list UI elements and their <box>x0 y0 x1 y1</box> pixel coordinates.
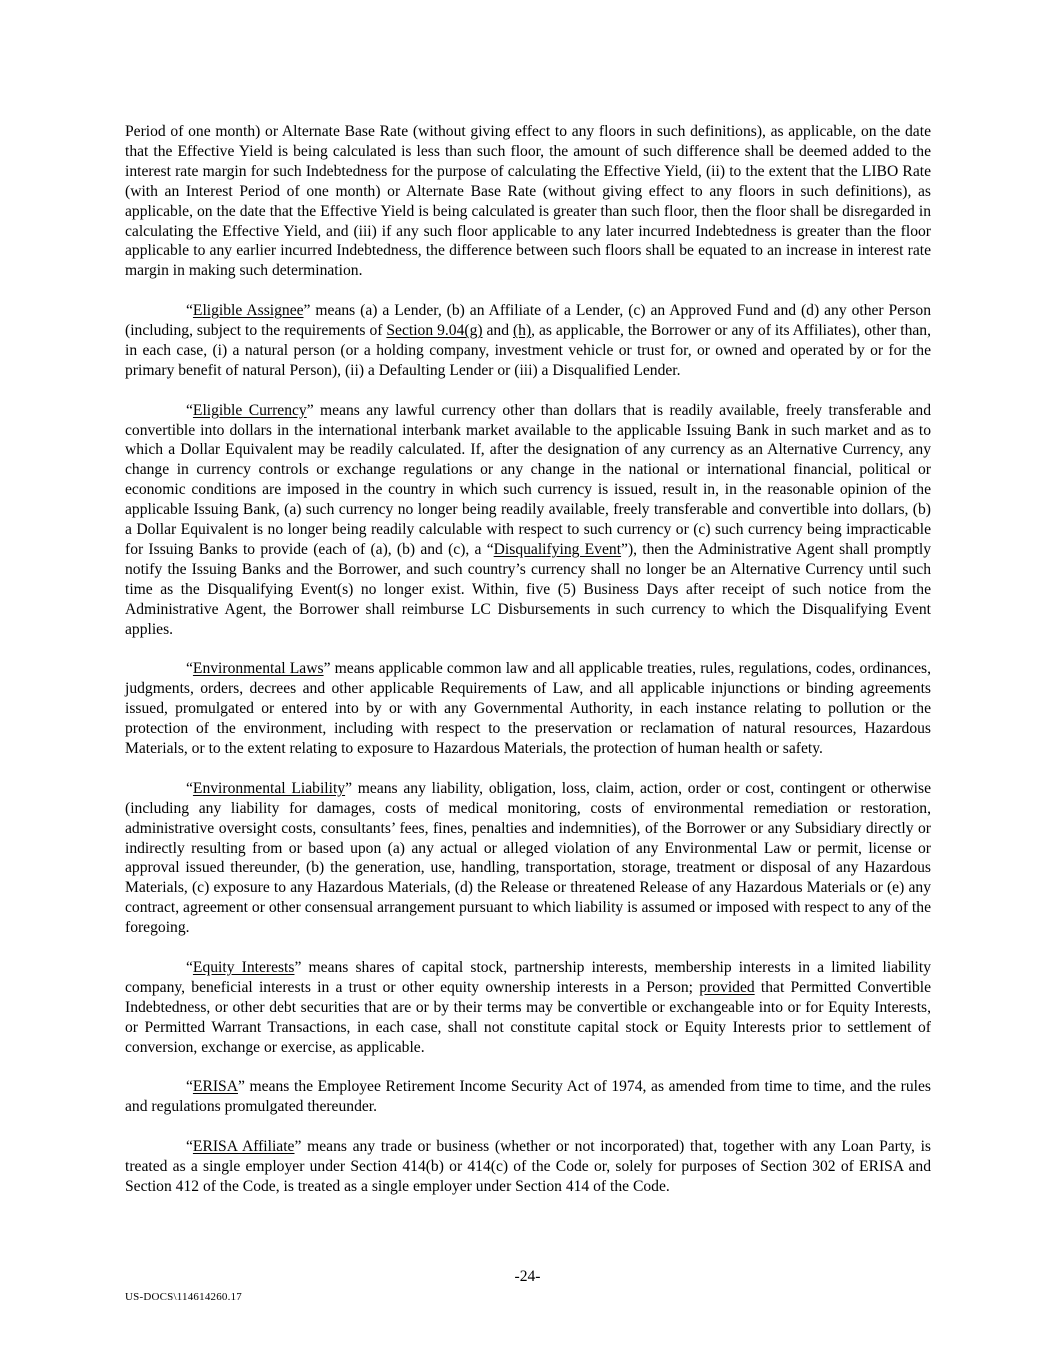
section-reference: (h) <box>512 322 532 340</box>
document-id: US-DOCS\114614260.17 <box>125 1291 242 1303</box>
definition-text: ” means any lawful currency other than dollars that is readily available, freely transferable and convertible into dollars in the international interbank market available to the applicable Issuing Bank in such market and as to which a Dollar Equivalent may be readily calculated. If, after the designation of any currency as an Alternative Currency, any change in currency controls or exchange regulations or any change in the national or international financial, political or economic conditions are imposed in the country in which such currency is issued, result in, in the reasonable opinion of the applicable Issuing Bank, (a) such currency no longer being readily available, freely transferable and convertible into dollars, (b) a Dollar Equivalent is no longer being readily calculable with respect to such currency or (c) such currency being impracticable for Issuing Banks to provide (each of (a), (b) and (c), a “ <box>125 401 931 558</box>
defined-term: Equity Interests <box>192 958 295 976</box>
defined-term: ERISA Affiliate <box>192 1138 295 1156</box>
open-quote: “ <box>186 660 193 678</box>
definition-text: and <box>482 322 513 340</box>
definition-eligible-currency <box>125 401 931 640</box>
definition-text: ” means applicable common law and all applicable treaties, rules, regulations, codes, ordinances, judgments, orders, decrees and other applicable Requirements of Law, and all applicable injunctions or binding agreements issued, promulgated or entered into by or with any Governmental Authority, in each instance relating to pollution or the protection of the environment, including with respect to the preservation or reclamation of natural resources, Hazardous Materials, or to the extent relating to exposure to Hazardous Materials, the protection of human health or safety. <box>125 660 931 758</box>
definition-text: ” means the Employee Retirement Income Security Act of 1974, as amended from time to time, and the rules and regulations promulgated thereunder. <box>125 1078 931 1116</box>
definition-environmental-liability <box>125 779 931 938</box>
open-quote: “ <box>186 779 193 797</box>
definition-environmental-laws <box>125 659 931 759</box>
definition-text: , as applicable, the Borrower or any of its Affiliates), other than, in each case, (i) a natural person (or a holding company, investment vehicle or trust for, or owned and operated by or for the primary benefit of natural Person), (ii) a Defaulting Lender or (iii) a Disqualified Lender. <box>125 322 931 379</box>
definition-text: that Permitted Convertible Indebtedness, or other debt securities that are or by their terms may be convertible or exchangeable into or for Equity Interests, or Permitted Warrant Transactions, in each case, shall not constitute capital stock or Equity Interests prior to settlement of conversion, exchange or exercise, as applicable. <box>125 978 931 1056</box>
definition-eligible-assignee <box>125 301 931 381</box>
document-body <box>125 122 931 1217</box>
page-number: -24- <box>514 1268 541 1285</box>
open-quote: “ <box>186 958 193 976</box>
open-quote: “ <box>186 401 193 419</box>
proviso-term: provided <box>699 978 755 996</box>
definition-erisa-affiliate <box>125 1137 931 1197</box>
definition-text: ” means any trade or business (whether or not incorporated) that, together with any Loan Party, is treated as a single employer under Section 414(b) or 414(c) of the Code or, solely for purposes of Section 302 of ERISA and Section 412 of the Code, is treated as a single employer under Section 414 of the Code. <box>125 1138 931 1195</box>
defined-term: Environmental Liability <box>192 779 346 797</box>
continuation-paragraph: Period of one month) or Alternate Base Rate (without giving effect to any floors in such definitions), as applicable, on the date that the Effective Yield is being calculated is less than such floor, the amount of such difference shall be deemed added to the interest rate margin for such Indebtedness for the purpose of calculating the Effective Yield, (ii) to the extent that the LIBO Rate (with an Interest Period of one month) or Alternate Base Rate (without giving effect to any floors in such definitions), as applicable, on the date that the Effective Yield is being calculated is greater than such floor, then the floor shall be disregarded in calculating the Effective Yield, and (iii) if any such floor applicable to any later incurred Indebtedness is greater than the floor applicable to any earlier incurred Indebtedness, the difference between such floors shall be equated to an increase in interest rate margin in making such determination. <box>125 123 931 280</box>
defined-term: Disqualifying Event <box>493 541 622 558</box>
definition-text: ”), then the Administrative Agent shall promptly notify the Issuing Banks and the Borrower, and such country’s currency shall no longer be an Alternative Currency until such time as the Disqualifying Event(s) no longer exist. Within, five (5) Business Days after receipt of such notice from the Administrative Agent, the Borrower shall reimburse LC Disbursements in such currency to which the Disqualifying Event applies. <box>125 541 932 638</box>
definition-equity-interests <box>125 958 931 1058</box>
open-quote: “ <box>186 1138 193 1156</box>
definition-text: ” means shares of capital stock, partnership interests, membership interests in a limited liability company, beneficial interests in a trust or other equity ownership interests in a Person; <box>125 958 932 996</box>
defined-term: Eligible Currency <box>192 401 307 419</box>
definition-erisa <box>125 1077 931 1117</box>
open-quote: “ <box>186 302 193 320</box>
defined-term: Eligible Assignee <box>192 302 304 320</box>
definition-text: ” means any liability, obligation, loss, claim, action, order or cost, contingent or otherwise (including any liability for damages, costs of medical monitoring, costs of environmental remediation or restoration, administrative oversight costs, consultants’ fees, fines, penalties and indemnities), of the Borrower or any Subsidiary directly or indirectly resulting from or based upon (a) any actual or alleged violation of any Environmental Law or permit, license or approval issued thereunder, (b) the generation, use, handling, transportation, storage, treatment or disposal of any Hazardous Materials, (c) exposure to any Hazardous Materials, (d) the Release or threatened Release of any Hazardous Materials or (e) any contract, agreement or other consensual arrangement pursuant to which liability is assumed or imposed with respect to any of the foregoing. <box>125 779 931 937</box>
defined-term: Environmental Laws <box>192 660 324 678</box>
section-reference: Section 9.04(g) <box>386 322 483 340</box>
definition-text: ” means (a) a Lender, (b) an Affiliate of a Lender, (c) an Approved Fund and (d) any other Person (including, subject to the requirements of <box>125 302 931 340</box>
open-quote: “ <box>186 1078 193 1096</box>
defined-term: ERISA <box>192 1078 238 1096</box>
